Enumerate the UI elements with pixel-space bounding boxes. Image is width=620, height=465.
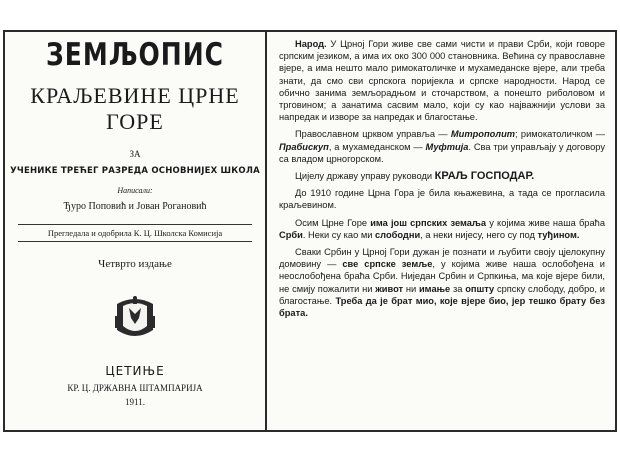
paragraph-duty: Свaки Србин у Црној Гори дужан је познати и љубити своју цјелокупну домовину — све српске земље, у којима живе наша ослобођена и неослобођена браћа Срби. Ниједан Србин и Српкиња, ма које вјере били, не смију пожалити ни живот ни имање за општу српску слободу, добро, и благостање. Треба да је брат мио, које вјере био, јер тешко брату без брата. [279, 247, 605, 319]
paragraph-churches: Православном црквом управља — Митрополит; римокатоличком — Прабискуп, а мухамеданском — Муфтија. Сва три управљају у договору са владом црногорском. [279, 129, 605, 164]
paragraph-ruler: Цијелу државу управу руководи КРАЉ ГОСПОДАР. [295, 170, 535, 183]
text-page [269, 32, 615, 430]
paragraph-serb-lands: Осим Црне Горе има још српских земаља у којима живе наша браћа Срби. Неки су као ми слободни, а неки нијесу, него су под туђином. [279, 217, 605, 240]
publication-place: ЦЕТИЊЕ [105, 364, 165, 378]
written-by-label: Написали: [117, 186, 153, 195]
for-label: ЗА [129, 149, 141, 159]
book-subtitle: КРАЉЕВИНЕ ЦРНЕ ГОРЕ [30, 83, 240, 134]
approval-note: Прегледала и одобрила К. Ц. Школска Комисија [18, 224, 252, 242]
edition: Четврто издање [98, 258, 172, 270]
printer: КР. Ц. ДРЖАВНА ШТАМПАРИЈА [67, 383, 203, 393]
coat-of-arms-icon [113, 296, 157, 342]
book-title: ЗЕМЉОПИС [45, 36, 225, 73]
heading-people: Народ. [295, 39, 327, 49]
book-spread [3, 30, 617, 432]
paragraph-people: Народ. У Црној Гори живе све сами чисти и прави Срби, који говоре српским језиком, а има их око 300 000 становника. Већина су православне вјере, а има нешто мало римокатоличке и мухамеданске вјере, али треба знати, да смо сви српскога поријекла и српске народности. Народ се обично занима земљорадњом и сточарством, а понешто риболовом и трговином; а занатима сасвим мало, који су као најважнији услови за напредак и изворе за напредак и благостање. [279, 39, 605, 123]
authors: Ђуро Поповић и Јован Рогановић [63, 201, 207, 212]
paragraph-kingdom: До 1910 године Црна Гора је била књажевина, а тада се прогласила краљевином. [279, 188, 605, 211]
publication-year: 1911. [125, 397, 145, 407]
audience-line: УЧЕНИКЕ ТРЕЋЕГ РАЗРЕДА ОСНОВНИЈЕХ ШКОЛА [10, 166, 260, 176]
title-page [5, 32, 267, 430]
